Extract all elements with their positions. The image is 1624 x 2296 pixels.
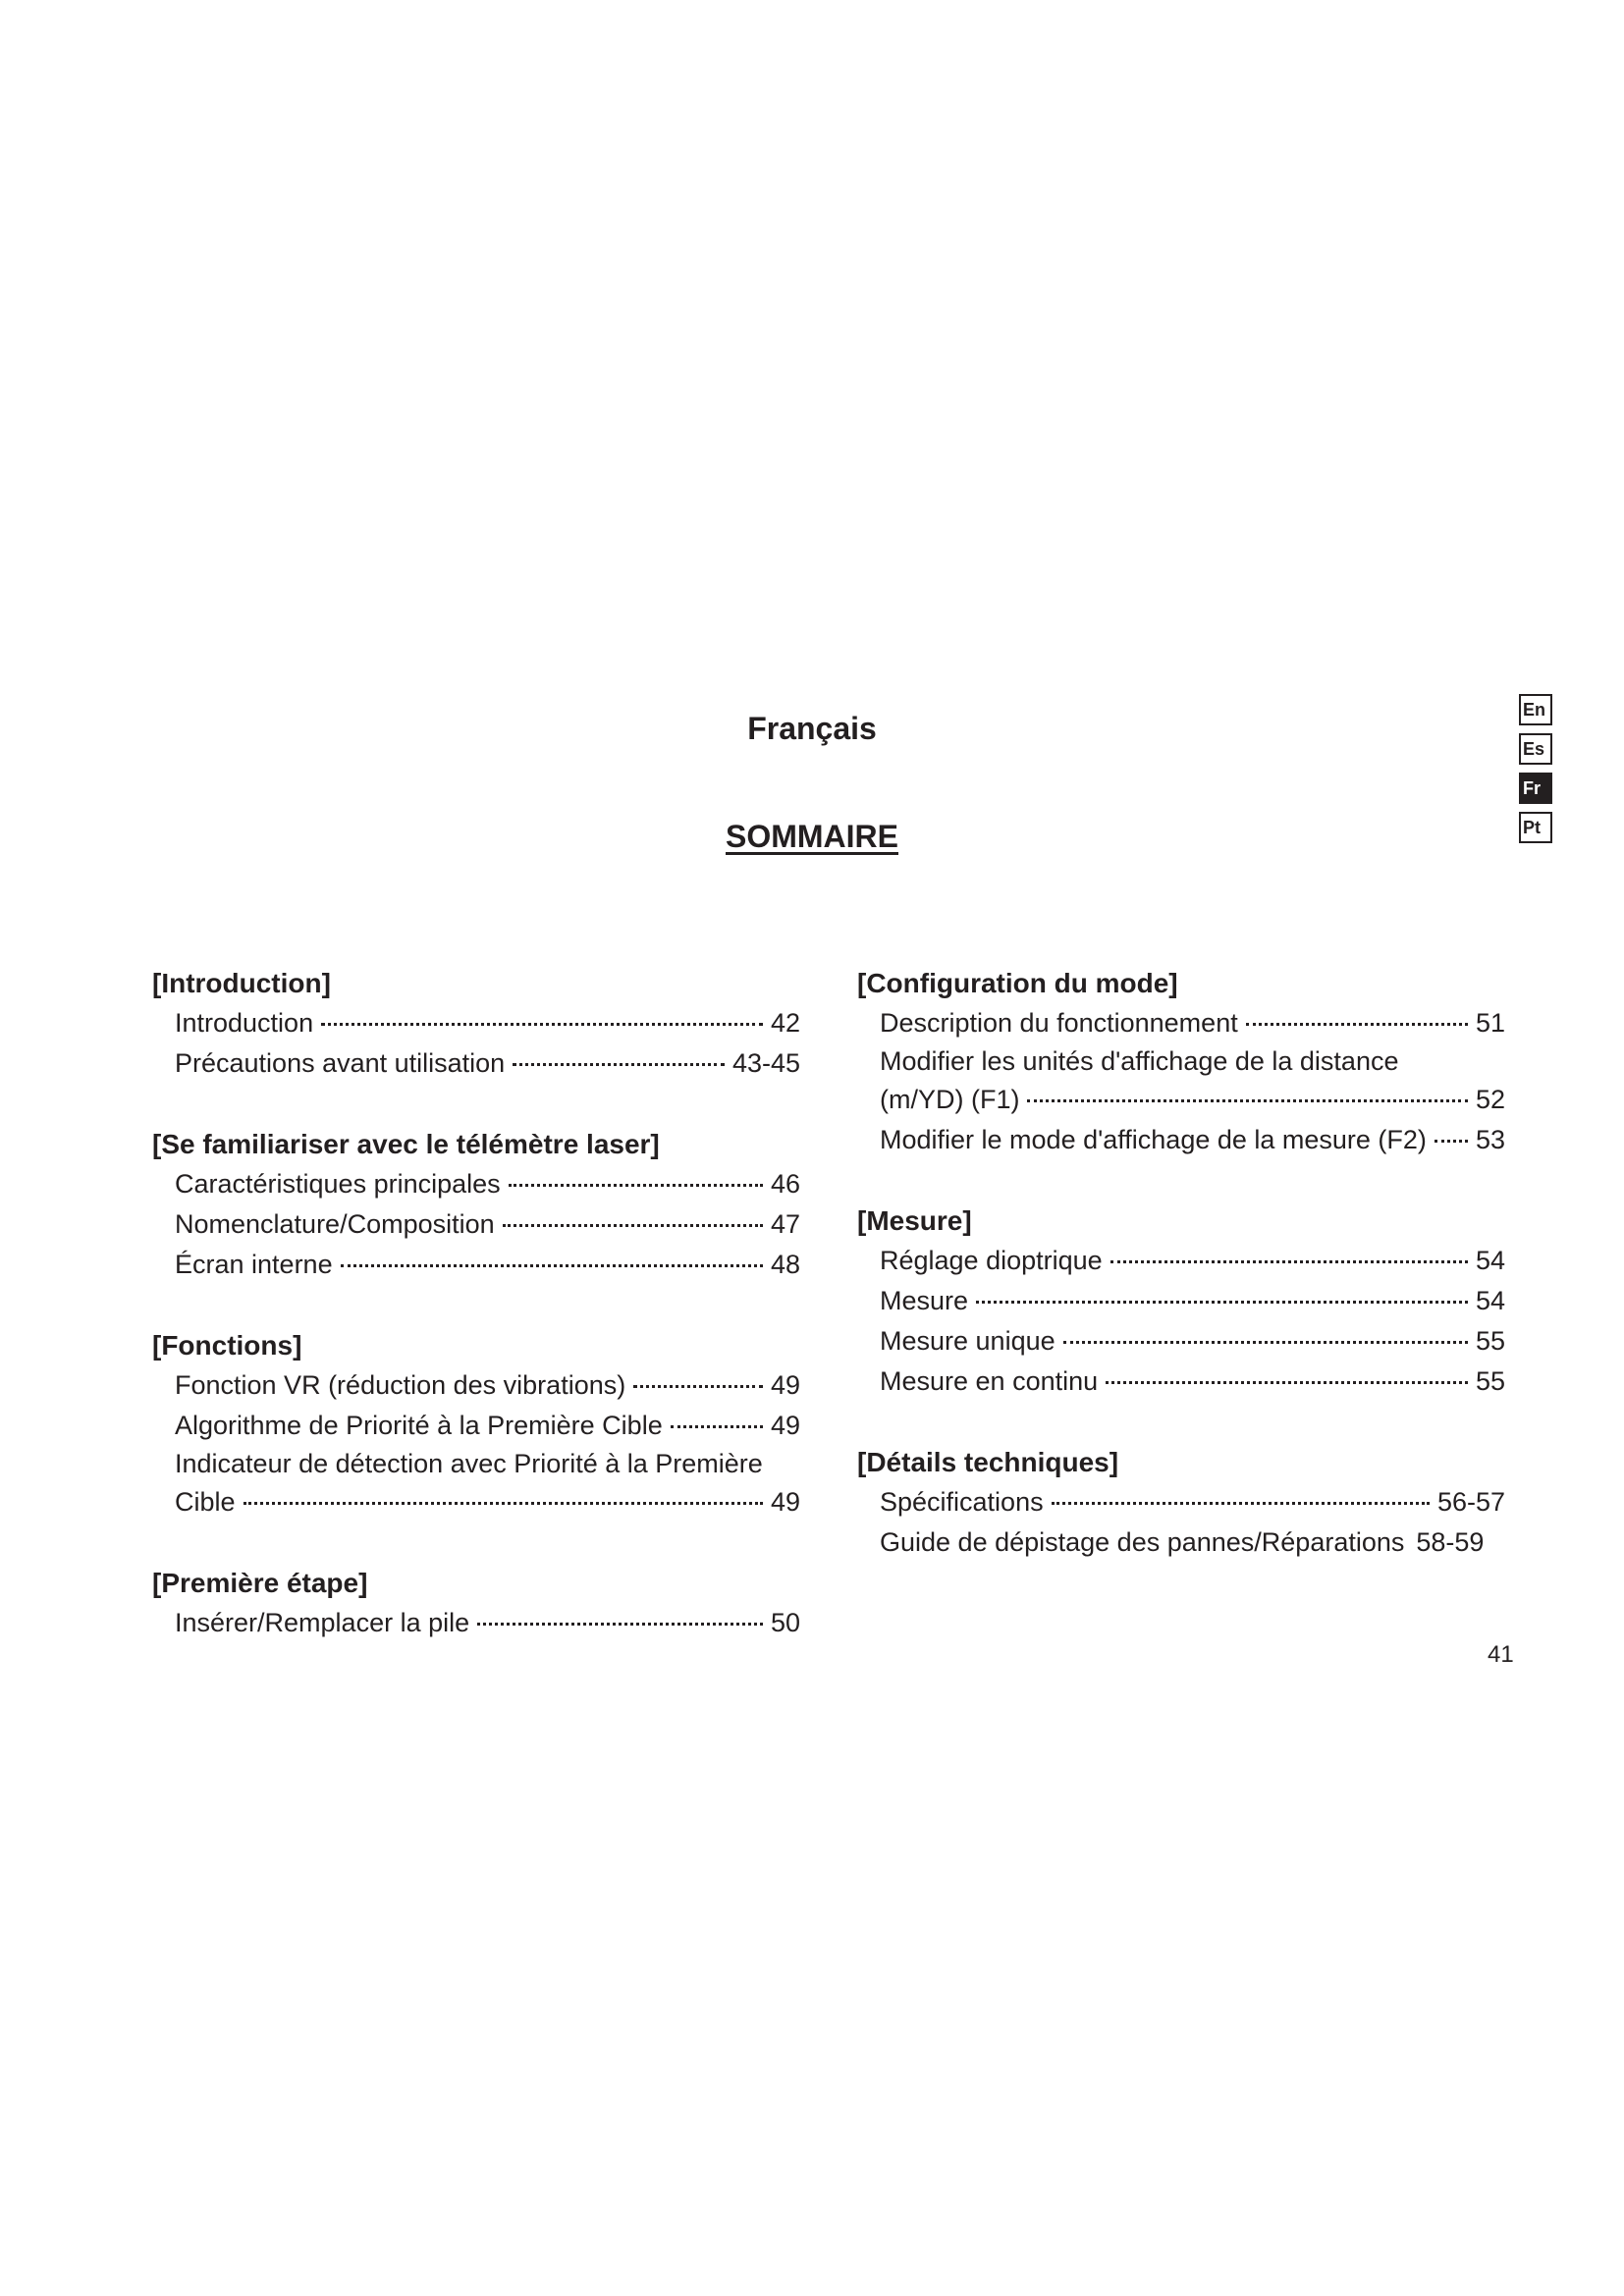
toc-entry[interactable]	[152, 1204, 800, 1245]
toc-entry[interactable]	[857, 1003, 1505, 1043]
section-title: [Configuration du mode]	[857, 968, 1178, 998]
entry-label: Insérer/Remplacer la pile	[175, 1608, 470, 1637]
dot-leader	[976, 1300, 1468, 1304]
dot-leader	[1435, 1139, 1468, 1143]
entry-label: Écran interne	[175, 1250, 333, 1279]
entry-label: Introduction	[175, 1008, 314, 1038]
toc-entry[interactable]	[857, 1043, 1505, 1120]
toc-entry[interactable]	[152, 1164, 800, 1204]
dot-leader	[1110, 1259, 1468, 1263]
section-title: [Détails techniques]	[857, 1447, 1119, 1477]
entry-page: 49	[770, 1411, 800, 1440]
dot-leader	[341, 1263, 763, 1267]
lang-tab-es[interactable]: Es	[1519, 733, 1552, 765]
entry-page: 54	[1475, 1246, 1505, 1275]
toc-entry[interactable]	[857, 1281, 1505, 1321]
dot-leader	[1063, 1340, 1468, 1344]
entry-label: Précautions avant utilisation	[175, 1048, 506, 1078]
dot-leader	[1027, 1098, 1467, 1102]
toc-section-familiarize	[152, 1125, 800, 1285]
entry-label: Mesure unique	[880, 1326, 1056, 1356]
toc-entry[interactable]	[152, 1406, 800, 1446]
entry-page: 51	[1475, 1008, 1505, 1038]
entry-label: Cible	[175, 1487, 236, 1517]
toc-heading: SOMMAIRE	[726, 819, 898, 854]
dot-leader	[671, 1424, 763, 1428]
entry-page: 56-57	[1436, 1487, 1505, 1517]
entry-label-line: Modifier les unités d'affichage de la distance	[880, 1046, 1399, 1076]
toc-entry[interactable]	[152, 1446, 800, 1522]
toc-entry[interactable]	[152, 1245, 800, 1285]
entry-page: 55	[1475, 1366, 1505, 1396]
section-title: [Se familiariser avec le télémètre laser]	[152, 1129, 660, 1159]
dot-leader	[513, 1062, 725, 1066]
entry-page: 54	[1475, 1286, 1505, 1315]
entry-page: 50	[770, 1608, 800, 1637]
page-title: Français	[747, 711, 877, 746]
entry-page: 46	[770, 1169, 800, 1199]
language-tabs	[1519, 694, 1558, 851]
entry-label: Description du fonctionnement	[880, 1008, 1238, 1038]
lang-tab-pt[interactable]: Pt	[1519, 812, 1552, 843]
dot-leader	[509, 1183, 763, 1187]
toc-entry[interactable]	[857, 1362, 1505, 1402]
toc-section-mode-config	[857, 964, 1505, 1160]
dot-leader	[503, 1223, 763, 1227]
toc-section-first-step	[152, 1564, 800, 1643]
toc-entry[interactable]	[857, 1120, 1505, 1160]
dot-leader	[1052, 1501, 1430, 1505]
entry-label: Réglage dioptrique	[880, 1246, 1103, 1275]
page-number: 41	[1488, 1641, 1514, 1668]
entry-page: 43-45	[731, 1048, 800, 1078]
entry-page: 47	[770, 1209, 800, 1239]
dot-leader	[1246, 1022, 1468, 1026]
lang-tab-fr[interactable]: Fr	[1519, 773, 1552, 804]
toc-section-introduction	[152, 964, 800, 1084]
toc-section-functions	[152, 1326, 800, 1522]
entry-label: Nomenclature/Composition	[175, 1209, 495, 1239]
dot-leader	[321, 1022, 763, 1026]
entry-label: Mesure	[880, 1286, 969, 1315]
entry-label-line: Indicateur de détection avec Priorité à la Première	[175, 1449, 763, 1478]
section-title: [Mesure]	[857, 1205, 972, 1236]
toc-section-measurement	[857, 1201, 1505, 1402]
toc-entry[interactable]	[152, 1003, 800, 1043]
toc-entry[interactable]	[152, 1365, 800, 1406]
entry-label: (m/YD) (F1)	[880, 1085, 1020, 1114]
entry-label: Algorithme de Priorité à la Première Cible	[175, 1411, 663, 1440]
dot-leader	[244, 1501, 763, 1505]
entry-page: 55	[1475, 1326, 1505, 1356]
entry-page: 48	[770, 1250, 800, 1279]
toc-entry[interactable]	[857, 1482, 1505, 1522]
entry-page: 58-59	[1416, 1527, 1485, 1557]
toc-left-column	[152, 964, 800, 1684]
entry-label: Guide de dépistage des pannes/Réparations	[880, 1527, 1405, 1557]
section-title: [Introduction]	[152, 968, 331, 998]
toc-entry[interactable]	[152, 1603, 800, 1643]
toc-section-technical	[857, 1443, 1505, 1563]
entry-label: Caractéristiques principales	[175, 1169, 501, 1199]
toc-entry[interactable]	[857, 1321, 1505, 1362]
dot-leader	[633, 1384, 763, 1388]
entry-page: 49	[770, 1487, 800, 1517]
section-title: [Fonctions]	[152, 1330, 302, 1361]
entry-page: 42	[770, 1008, 800, 1038]
entry-label: Fonction VR (réduction des vibrations)	[175, 1370, 626, 1400]
toc-entry[interactable]	[152, 1043, 800, 1084]
entry-label: Mesure en continu	[880, 1366, 1099, 1396]
toc-entry[interactable]	[857, 1241, 1505, 1281]
toc-right-column	[857, 964, 1505, 1604]
entry-page: 53	[1475, 1125, 1505, 1154]
entry-page: 49	[770, 1370, 800, 1400]
dot-leader	[1106, 1380, 1468, 1384]
lang-tab-en[interactable]: En	[1519, 694, 1552, 725]
entry-page: 52	[1475, 1085, 1505, 1114]
entry-label: Spécifications	[880, 1487, 1044, 1517]
toc-entry[interactable]	[857, 1522, 1505, 1563]
section-title: [Première étape]	[152, 1568, 368, 1598]
dot-leader	[477, 1622, 763, 1626]
entry-label: Modifier le mode d'affichage de la mesure (F2)	[880, 1125, 1427, 1154]
